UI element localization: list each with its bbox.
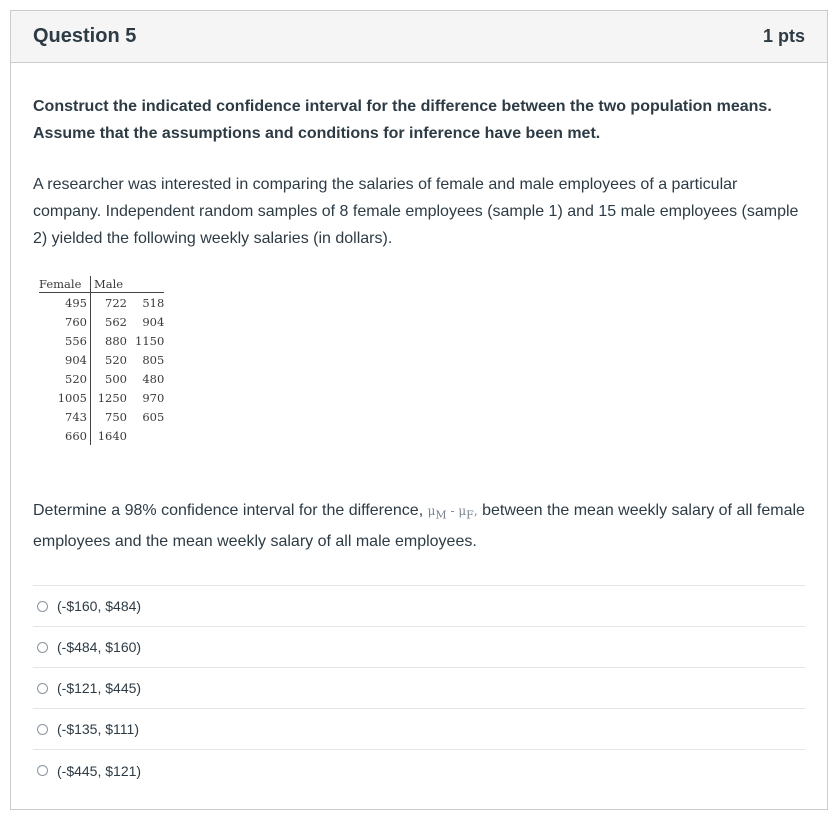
header-female: Female [39,276,91,293]
male-cell: 518 [142,295,165,310]
male-cell: 520 [105,352,127,367]
male-cell: 605 [142,409,165,424]
answer-list [33,585,805,791]
table-header-row [39,276,164,293]
answer-option[interactable] [33,750,805,791]
task-text [33,497,805,555]
question-header [11,11,827,63]
mu-glyph: μ [427,504,436,518]
intro-text: A researcher was interested in comparing the salaries of female and male employees of a particular company. Independent random samples of 8 female employees (sample 1) and 15 male employees (sample 2) yielded the following weekly salaries (in dollars). [33,176,799,247]
answer-label[interactable]: (-$121, $445) [57,680,142,697]
male-cell: 970 [142,390,165,405]
male-cell: 805 [142,352,165,367]
male-cell: 480 [142,371,165,386]
answer-label[interactable]: (-$484, $160) [57,639,142,656]
male-cell: 722 [105,295,127,310]
radio-button[interactable] [37,683,48,694]
table-row [39,293,164,313]
mu-glyph: μ [458,504,467,518]
radio-button[interactable] [37,642,48,653]
answer-label[interactable]: (-$135, $111) [57,721,139,738]
male-cell: 904 [142,314,165,329]
female-cell: 556 [39,331,91,350]
question-body [33,63,805,791]
female-cell: 660 [39,426,91,445]
radio-button[interactable] [37,724,48,735]
table-row [39,388,164,407]
answer-option[interactable] [33,668,805,709]
table-row [39,407,164,426]
male-cell: 750 [105,409,127,424]
male-cell: 562 [105,314,127,329]
table-row [39,426,164,445]
table-row [39,331,164,350]
mu-m-symbol [427,504,478,522]
radio-button[interactable] [37,601,48,612]
female-cell: 495 [39,293,91,313]
question-points: 1 pts [762,26,805,46]
subscript-m: M [435,508,447,522]
subscript-f: F [466,508,474,522]
male-cell: 880 [105,333,127,348]
question-title: Question 5 [33,25,137,47]
female-cell: 904 [39,350,91,369]
question-card [10,10,828,810]
answer-option[interactable] [33,709,805,750]
instructions-text: Construct the indicated confidence interval for the difference between the two population means. Assume that the assumptions and conditions for inference have been met. [33,98,772,142]
minus-sign: - [446,504,459,518]
comma: , [473,504,478,518]
table-row [39,369,164,388]
answer-label[interactable]: (-$160, $484) [57,598,142,615]
female-cell: 760 [39,312,91,331]
salary-data-table [39,276,164,445]
answer-option[interactable] [33,586,805,627]
table-row [39,350,164,369]
female-cell: 1005 [39,388,91,407]
answer-option[interactable] [33,627,805,668]
male-cell: 1640 [97,428,127,443]
male-cell: 1250 [97,390,127,405]
header-male: Male [91,276,165,293]
task-after: between the mean weekly salary of all female employees and the mean weekly salary of all male employees. [33,502,805,551]
male-cell: 1150 [135,333,165,348]
table-row [39,312,164,331]
male-cell: 500 [105,371,127,386]
answer-label[interactable]: (-$445, $121) [57,762,142,779]
radio-button[interactable] [37,765,48,776]
female-cell: 520 [39,369,91,388]
male-cell [127,426,164,445]
female-cell: 743 [39,407,91,426]
task-before: Determine a 98% confidence interval for the difference, [33,502,428,519]
